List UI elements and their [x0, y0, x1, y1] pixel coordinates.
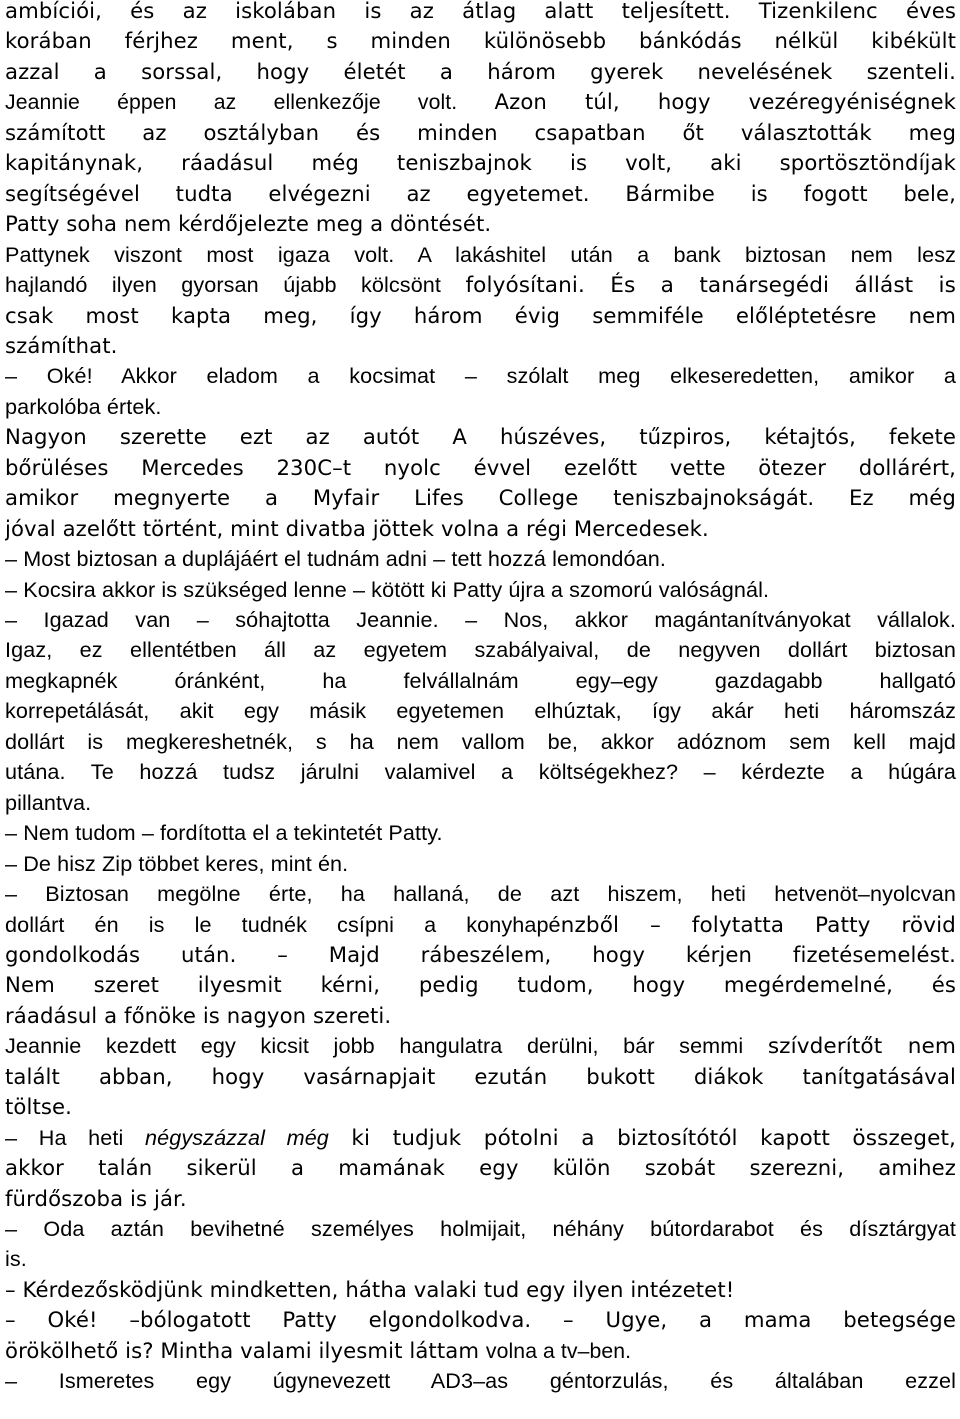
- text-line: [5, 361, 956, 391]
- text-segment: – Ismeretes egy úgynevezett AD3–as géntorzulás, és általában ezzel: [5, 1368, 956, 1394]
- text-segment: dollárt is megkereshetnék, s ha nem vallom be, akkor adóznom sem kell majd: [5, 728, 956, 754]
- text-segment: – Biztosan megölne érte, ha hallaná, de azt hiszem, heti hetvenöt–nyolcvan: [5, 881, 956, 907]
- text-segment: gondolkodás után. – Majd rábeszélem, hogy kérjen fizetésemelést.: [5, 941, 956, 967]
- text-segment: – Nem tudom – fordította el a tekintetét Patty.: [5, 820, 443, 846]
- text-segment: hajlandó ilyen gyorsan újabb kölcsönt: [5, 272, 466, 298]
- text-line: [5, 635, 956, 665]
- text-segment: – Ha heti: [5, 1124, 146, 1150]
- text-segment: számított az osztályban és minden csapatban őt választották meg: [5, 119, 956, 145]
- text-line: [5, 483, 956, 513]
- text-line: [5, 240, 956, 270]
- text-line: [5, 605, 956, 635]
- text-segment: ráadásul a főnöke is nagyon szereti.: [5, 1002, 392, 1028]
- text-segment: Igaz, ez ellentétben áll az egyetem szabályaival, de negyven dollárt biztosan: [5, 637, 956, 663]
- text-segment: Jeannie kezdett egy kicsit jobb hangulatra derülni, bár semmi: [5, 1033, 768, 1059]
- text-line: [5, 1366, 956, 1396]
- text-line: [5, 1214, 956, 1244]
- text-segment: ambíciói, és az iskolában is az átlag alatt teljesített. Tizenkilenc éves: [5, 0, 956, 23]
- text-segment: – Most biztosan a duplájáért el tudnám adni – tett hozzá lemondóan.: [5, 546, 666, 572]
- text-line: [5, 26, 956, 56]
- text-segment: töltse.: [5, 1094, 72, 1120]
- text-line: [5, 57, 956, 87]
- text-segment: azzal a sorssal, hogy életét a három gyerek nevelésének szenteli.: [5, 58, 956, 84]
- text-line: [5, 209, 956, 239]
- text-line: [5, 879, 956, 909]
- text-line: [5, 1275, 956, 1305]
- text-segment: korában férjhez ment, s minden különösebb bánkódás nélkül kibékült: [5, 28, 956, 54]
- text-segment: dollárt én is le tudnék csípni a konyhapé: [5, 911, 561, 937]
- text-segment: parkolóba értek.: [5, 393, 162, 419]
- text-segment: számíthat.: [5, 332, 118, 358]
- text-segment: segítségével tudta elvégezni az egyetemet. Bármibe is fogott bele,: [5, 180, 956, 206]
- text-line: [5, 696, 956, 726]
- text-segment: – Oda aztán bevihetné személyes holmijait, néhány bútordarabot és dísztárgyat: [5, 1216, 956, 1241]
- text-line: [5, 1184, 956, 1214]
- text-line: [5, 148, 956, 178]
- text-segment: volna a tv–ben.: [485, 1339, 632, 1363]
- text-segment: fürdőszoba is jár.: [5, 1185, 187, 1211]
- text-segment: – Kérdezősködjünk mindketten, hátha valaki tud egy ilyen intézetet!: [5, 1276, 735, 1302]
- text-segment: jóval azelőtt történt, mint divatba jöttek volna a régi Mercedesek.: [5, 515, 709, 541]
- text-segment: megkapnék óránként, ha felvállalnám egy–egy gazdagabb hallgató: [5, 667, 956, 693]
- text-segment: – Igazad van – sóhajtotta Jeannie. – Nos, akkor magántanítványokat vállalok.: [5, 607, 956, 632]
- text-segment: bőrüléses Mercedes 230C–t nyolc évvel ezelőtt vette ötezer dollárért,: [5, 454, 956, 480]
- text-line: [5, 392, 956, 422]
- text-segment: korrepetálását, akit egy másik egyetemen elhúztak, így akár heti háromszáz: [5, 698, 956, 724]
- text-segment: talált abban, hogy vasárnapjait ezután bukott diákok tanítgatásával: [5, 1063, 956, 1089]
- text-line: [5, 940, 956, 970]
- text-segment: Nem szeret ilyesmit kérni, pedig tudom, hogy megérdemelné, és: [5, 972, 956, 998]
- text-segment: kapitánynak, ráadásul még teniszbajnok is volt, aki sportösztöndíjak: [5, 150, 956, 176]
- text-segment: – Oké! –bólogatott Patty elgondolkodva. – Ugye, a mama betegsége: [5, 1307, 956, 1333]
- text-line: [5, 453, 956, 483]
- text-segment: Nagyon szerette ezt az autót A húszéves, tűzpiros, kétajtós, fekete: [5, 424, 956, 450]
- text-line: [5, 788, 956, 818]
- text-line: [5, 301, 956, 331]
- text-segment: – Oké! Akkor eladom a kocsimat – szólalt meg elkeseredetten, amikor a: [5, 363, 956, 389]
- text-line: [5, 179, 956, 209]
- text-segment: csak most kapta meg, így három évig semmiféle előléptetésre nem: [5, 302, 956, 328]
- text-segment: – Kocsira akkor is szükséged lenne – kötött ki Patty újra a szomorú valóságnál.: [5, 576, 770, 602]
- text-line: [5, 1305, 956, 1335]
- text-segment: Patty soha nem kérdőjelezte meg a döntését.: [5, 211, 492, 237]
- text-line: [5, 818, 956, 848]
- text-segment: utána. Te hozzá tudsz járulni valamivel a költségekhez? – kérdezte a húgára: [5, 759, 956, 785]
- text-line: [5, 970, 956, 1000]
- text-line: [5, 87, 956, 117]
- text-line: [5, 1001, 956, 1031]
- text-line: [5, 1244, 956, 1274]
- text-segment: akkor talán sikerül a mamának egy külön szobát szerezni, amihez: [5, 1155, 956, 1181]
- text-segment: folyósítani. És a tanársegédi állást is: [465, 273, 956, 299]
- text-line: [5, 331, 956, 361]
- text-segment: nzből – folytatta Patty rövid: [560, 912, 956, 938]
- text-segment: ki tudjuk pótolni a biztosítótól kapott összeget,: [328, 1125, 956, 1151]
- text-segment: örökölhető is? Mintha valami ilyesmit láttam: [5, 1337, 486, 1363]
- text-line: [5, 118, 956, 148]
- text-line: [5, 1092, 956, 1122]
- text-segment: négyszázzal még: [145, 1124, 329, 1150]
- text-line: [5, 1336, 956, 1366]
- text-segment: pillantva.: [5, 789, 92, 815]
- text-line: [5, 514, 956, 544]
- text-line: [5, 849, 956, 879]
- text-segment: szívderítőt nem: [767, 1034, 956, 1060]
- text-segment: is.: [5, 1246, 27, 1272]
- text-line: [5, 0, 956, 26]
- text-segment: Jeannie éppen az ellenkezője volt.: [5, 91, 495, 115]
- text-line: [5, 422, 956, 452]
- text-segment: Azon túl, hogy vezéregyéniségnek: [494, 89, 956, 115]
- text-line: [5, 1031, 956, 1061]
- text-line: [5, 1123, 956, 1153]
- text-segment: amikor megnyerte a Myfair Lifes College teniszbajnokságát. Ez még: [5, 485, 956, 511]
- text-line: [5, 575, 956, 605]
- text-line: [5, 270, 956, 300]
- text-line: [5, 1062, 956, 1092]
- text-line: [5, 544, 956, 574]
- text-segment: Pattynek viszont most igaza volt. A lakáshitel után a bank biztosan nem lesz: [5, 241, 956, 267]
- text-line: [5, 727, 956, 757]
- text-segment: – De hisz Zip többet keres, mint én.: [5, 850, 349, 876]
- text-line: [5, 757, 956, 787]
- text-line: [5, 910, 956, 940]
- text-line: [5, 666, 956, 696]
- text-line: [5, 1153, 956, 1183]
